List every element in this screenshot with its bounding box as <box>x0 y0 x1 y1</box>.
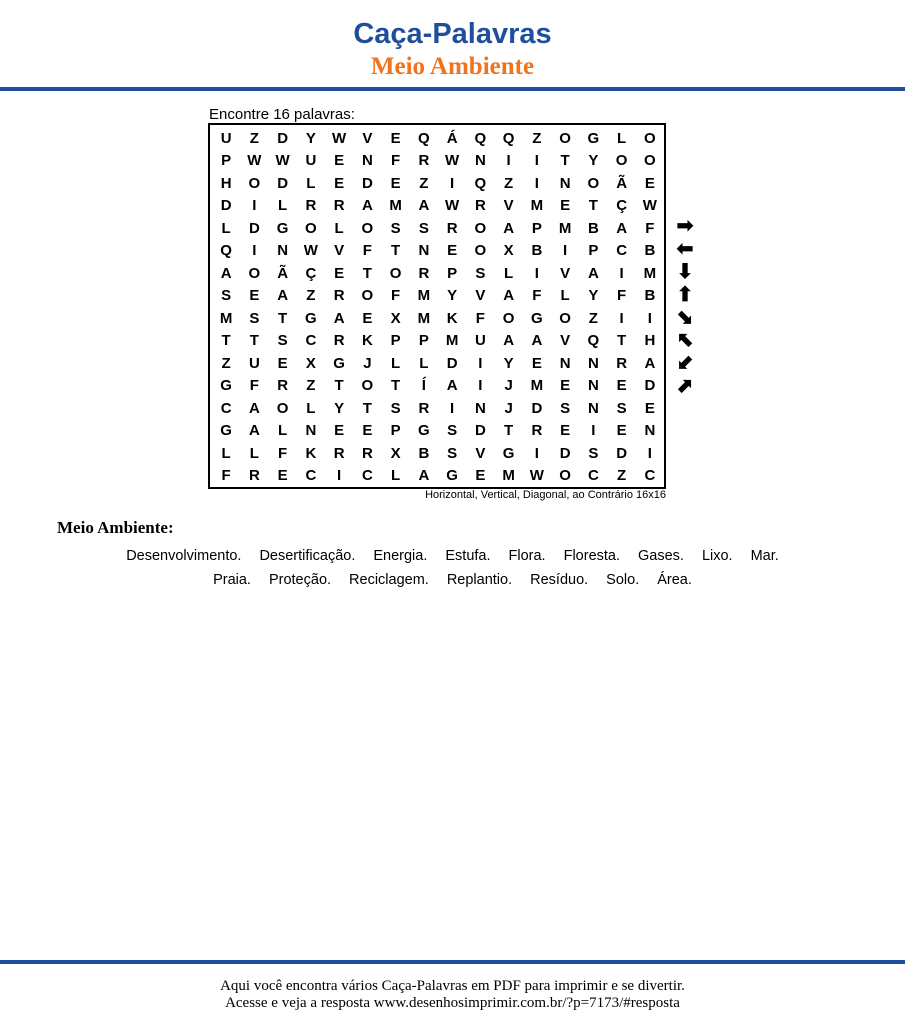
page-title: Caça-Palavras <box>353 18 552 50</box>
grid-letter: N <box>559 174 571 192</box>
grid-letter: E <box>277 467 288 485</box>
grid-letter: I <box>534 152 539 170</box>
arrow-up-right-icon: ⬈ <box>676 374 694 397</box>
grid-letter: L <box>306 174 316 192</box>
grid-letter: S <box>221 287 232 305</box>
grid-letter: A <box>248 422 260 440</box>
word-item: Replantio. <box>446 572 513 588</box>
grid-letter: E <box>334 152 345 170</box>
grid-letter: T <box>334 377 344 395</box>
grid-letter: L <box>419 354 429 372</box>
grid-letter: R <box>361 444 373 462</box>
grid-letter: E <box>390 129 401 147</box>
grid-letter: M <box>643 264 657 282</box>
grid-letter: N <box>277 242 289 260</box>
grid-letter: D <box>559 444 571 462</box>
grid-letter: F <box>645 219 655 237</box>
grid-letter: I <box>619 264 624 282</box>
grid-letter: X <box>390 309 401 327</box>
grid-letter: G <box>220 422 232 440</box>
grid-letter: M <box>530 377 544 395</box>
grid-letter: M <box>219 309 233 327</box>
grid-letter: T <box>362 264 372 282</box>
grid-letter: Ã <box>616 174 628 192</box>
grid-letter: M <box>445 332 459 350</box>
grid-letter: L <box>278 197 288 215</box>
grid-letter: W <box>445 197 460 215</box>
grid-letter: E <box>390 174 401 192</box>
grid-letter: G <box>220 377 232 395</box>
grid-letter: T <box>391 242 401 260</box>
grid-letter: O <box>305 219 317 237</box>
grid-letter: X <box>390 444 401 462</box>
word-item: Desertificação. <box>259 548 356 564</box>
grid-letter: I <box>337 467 342 485</box>
grid-letter: Z <box>306 287 316 305</box>
grid-letter: N <box>474 399 486 417</box>
grid-letter: A <box>248 399 260 417</box>
grid-letter: X <box>503 242 514 260</box>
grid-letter: J <box>504 399 513 417</box>
grid-letter: R <box>305 197 317 215</box>
grid-letter: T <box>560 152 570 170</box>
grid-letter: O <box>276 399 289 417</box>
grid-letter: N <box>361 152 373 170</box>
grid-letter: Y <box>588 152 599 170</box>
grid-letter: L <box>278 422 288 440</box>
grid-letter: E <box>560 377 571 395</box>
grid-letter: A <box>503 219 515 237</box>
word-item: Energia. <box>373 548 428 564</box>
grid-letter: F <box>391 287 401 305</box>
grid-letter: L <box>221 219 231 237</box>
grid-letter: F <box>532 287 542 305</box>
grid-letter: M <box>502 467 515 485</box>
arrow-up-left-icon: ⬉ <box>676 329 694 352</box>
bottom-divider <box>0 960 905 964</box>
grid-letter: O <box>559 129 571 147</box>
grid-letter: I <box>534 444 539 462</box>
grid-letter: O <box>559 467 571 485</box>
grid-letter: D <box>361 174 373 192</box>
grid-letter: Z <box>617 467 627 485</box>
grid-letter: O <box>474 242 487 260</box>
puzzle-caption: Horizontal, Vertical, Diagonal, ao Contrário 16x16 <box>425 489 666 501</box>
grid-letter: L <box>617 129 627 147</box>
grid-letter: T <box>504 422 514 440</box>
grid-letter: S <box>447 444 458 462</box>
grid-letter: L <box>249 444 259 462</box>
grid-letter: S <box>475 264 486 282</box>
grid-letter: A <box>616 219 628 237</box>
footer-line-1: Aqui você encontra vários Caça-Palavras em PDF para imprimir e se divertir. <box>220 978 685 994</box>
grid-letter: S <box>390 399 401 417</box>
grid-letter: S <box>616 399 627 417</box>
grid-letter: Z <box>588 309 598 327</box>
grid-letter: Ç <box>616 197 628 215</box>
arrow-down-icon: ⬇ <box>676 260 694 283</box>
grid-letter: E <box>362 422 373 440</box>
grid-letter: Q <box>474 129 487 147</box>
grid-letter: N <box>474 152 486 170</box>
grid-letter: I <box>534 264 539 282</box>
grid-letter: O <box>248 174 261 192</box>
word-item: Floresta. <box>563 548 621 564</box>
grid-letter: B <box>418 444 430 462</box>
grid-letter: R <box>531 422 543 440</box>
grid-letter: D <box>446 354 458 372</box>
word-item: Reciclagem. <box>349 572 429 588</box>
arrow-down-right-icon: ⬊ <box>676 306 694 329</box>
grid-letter: A <box>418 197 430 215</box>
grid-letter: U <box>248 354 260 372</box>
grid-letter: G <box>502 444 515 462</box>
grid-letter: E <box>334 174 345 192</box>
grid-letter: A <box>277 287 289 305</box>
grid-letter: E <box>475 467 486 485</box>
grid-letter: Í <box>421 377 426 395</box>
grid-letter: G <box>587 129 600 147</box>
grid-letter: T <box>617 332 627 350</box>
grid-letter: N <box>587 377 599 395</box>
grid-letter: A <box>418 467 430 485</box>
grid-letter: W <box>445 152 460 170</box>
grid-letter: R <box>333 287 345 305</box>
grid-letter: O <box>615 152 628 170</box>
grid-letter: O <box>644 129 656 147</box>
grid-letter: K <box>305 444 317 462</box>
grid-letter: I <box>506 152 511 170</box>
grid-letter: N <box>305 422 317 440</box>
word-item: Gases. <box>638 548 684 564</box>
direction-legend <box>670 215 700 397</box>
grid-letter: E <box>616 422 627 440</box>
puzzle-instructions: Encontre 16 palavras: <box>209 106 355 123</box>
grid-letter: S <box>277 332 288 350</box>
grid-letter: P <box>390 422 401 440</box>
word-item: Estufa. <box>445 548 491 564</box>
grid-letter: M <box>389 197 402 215</box>
grid-letter: H <box>220 174 232 192</box>
grid-letter: P <box>221 152 232 170</box>
grid-letter: I <box>252 242 257 260</box>
grid-letter: Q <box>220 242 232 260</box>
grid-letter: Q <box>502 129 515 147</box>
grid-letter: M <box>530 197 544 215</box>
grid-letter: O <box>559 309 571 327</box>
grid-letter: C <box>616 242 628 260</box>
grid-letter: B <box>644 242 656 260</box>
grid-letter: A <box>446 377 458 395</box>
grid-letter: I <box>591 422 596 440</box>
grid-letter: Q <box>587 332 600 350</box>
grid-letter: D <box>644 377 656 395</box>
word-item: Lixo. <box>701 548 733 564</box>
grid-letter: R <box>418 152 430 170</box>
grid-letter: I <box>252 197 257 215</box>
grid-letter: Z <box>306 377 316 395</box>
grid-letter: Ç <box>305 264 317 282</box>
grid-letter: Z <box>221 354 231 372</box>
grid-letter: S <box>447 422 458 440</box>
grid-letter: I <box>647 444 652 462</box>
grid-letter: F <box>475 309 485 327</box>
grid-letter: O <box>502 309 515 327</box>
grid-letter: Y <box>503 354 514 372</box>
grid-letter: O <box>474 219 487 237</box>
grid-letter: E <box>249 287 260 305</box>
grid-letter: Z <box>419 174 429 192</box>
grid-letter: A <box>503 332 515 350</box>
grid-letter: U <box>220 129 232 147</box>
grid-letter: R <box>616 354 628 372</box>
grid-letter: O <box>389 264 402 282</box>
grid-letter: E <box>277 354 288 372</box>
grid-letter: C <box>587 467 599 485</box>
arrow-down-left-icon: ⬋ <box>676 352 694 375</box>
grid-letter: E <box>362 309 373 327</box>
grid-letter: D <box>248 219 260 237</box>
word-search-grid <box>208 123 666 489</box>
grid-letter: Q <box>418 129 430 147</box>
grid-letter: S <box>249 309 260 327</box>
grid-letter: H <box>644 332 656 350</box>
grid-letter: L <box>504 264 514 282</box>
grid-letter: U <box>305 152 317 170</box>
grid-letter: E <box>644 399 655 417</box>
grid-letter: C <box>305 332 317 350</box>
footer-line-2: Acesse e veja a resposta www.desenhosimprimir.com.br/?p=7173/#resposta <box>225 995 680 1011</box>
grid-letter: V <box>362 129 373 147</box>
grid-letter: L <box>391 354 401 372</box>
grid-letter: O <box>644 152 656 170</box>
grid-letter: L <box>306 399 316 417</box>
grid-letter: X <box>305 354 316 372</box>
grid-letter: J <box>363 354 372 372</box>
grid-letter: D <box>616 444 628 462</box>
grid-letter: F <box>362 242 372 260</box>
grid-letter: R <box>333 444 345 462</box>
grid-letter: Y <box>447 287 458 305</box>
grid-letter: G <box>418 422 430 440</box>
grid-letter: R <box>333 197 345 215</box>
grid-letter: E <box>644 174 655 192</box>
word-item: Flora. <box>508 548 546 564</box>
grid-letter: O <box>361 377 374 395</box>
grid-letter: P <box>418 332 429 350</box>
grid-letter: N <box>587 399 599 417</box>
grid-letter: I <box>450 399 455 417</box>
grid-letter: R <box>248 467 260 485</box>
grid-letter: A <box>531 332 543 350</box>
grid-letter: I <box>619 309 624 327</box>
grid-letter: N <box>418 242 430 260</box>
grid-letter: P <box>447 264 458 282</box>
grid-letter: V <box>560 332 571 350</box>
grid-letter: M <box>417 309 431 327</box>
grid-letter: R <box>418 399 430 417</box>
grid-letter: E <box>447 242 458 260</box>
grid-letter: A <box>644 354 656 372</box>
grid-letter: F <box>221 467 231 485</box>
grid-letter: T <box>221 332 231 350</box>
grid-letter: U <box>474 332 486 350</box>
grid-letter: W <box>247 152 262 170</box>
grid-letter: D <box>220 197 232 215</box>
grid-letter: R <box>474 197 486 215</box>
grid-letter: G <box>531 309 543 327</box>
word-list-heading: Meio Ambiente: <box>57 518 174 537</box>
grid-letter: D <box>474 422 486 440</box>
grid-letter: E <box>560 422 571 440</box>
grid-letter: S <box>588 444 599 462</box>
grid-letter: W <box>529 467 544 485</box>
grid-letter: O <box>361 219 374 237</box>
grid-letter: D <box>277 129 289 147</box>
grid-letter: K <box>446 309 458 327</box>
grid-letter: O <box>361 287 374 305</box>
grid-letter: M <box>417 287 431 305</box>
word-item: Mar. <box>750 548 779 564</box>
grid-letter: J <box>504 377 513 395</box>
grid-letter: N <box>644 422 656 440</box>
grid-letter: F <box>278 444 288 462</box>
word-item: Área. <box>657 572 692 588</box>
grid-letter: P <box>531 219 542 237</box>
grid-letter: A <box>333 309 345 327</box>
grid-letter: N <box>559 354 571 372</box>
grid-letter: I <box>450 174 455 192</box>
grid-letter: G <box>446 467 458 485</box>
grid-letter: S <box>390 219 401 237</box>
grid-letter: L <box>221 444 231 462</box>
arrow-right-icon: ➡ <box>676 215 694 238</box>
grid-letter: B <box>587 219 599 237</box>
grid-letter: A <box>361 197 373 215</box>
grid-letter: T <box>278 309 288 327</box>
grid-letter: P <box>588 242 599 260</box>
grid-letter: C <box>644 467 656 485</box>
grid-letter: D <box>277 174 289 192</box>
grid-letter: I <box>478 354 483 372</box>
grid-letter: L <box>391 467 401 485</box>
grid-letter: W <box>642 197 657 215</box>
grid-letter: E <box>531 354 542 372</box>
grid-letter: E <box>334 264 345 282</box>
word-item: Proteção. <box>268 572 332 588</box>
grid-letter: O <box>248 264 261 282</box>
grid-letter: I <box>534 174 539 192</box>
grid-letter: E <box>616 377 627 395</box>
grid-letter: Y <box>588 287 599 305</box>
grid-letter: V <box>475 444 486 462</box>
grid-letter: O <box>587 174 600 192</box>
grid-letter: L <box>560 287 570 305</box>
grid-letter: Ã <box>277 264 289 282</box>
grid-letter: W <box>275 152 290 170</box>
grid-letter: R <box>446 219 458 237</box>
grid-letter: Z <box>532 129 542 147</box>
grid-letter: Z <box>504 174 514 192</box>
grid-letter: T <box>362 399 372 417</box>
grid-letter: C <box>220 399 232 417</box>
grid-letter: N <box>587 354 599 372</box>
grid-letter: S <box>418 219 429 237</box>
grid-letter: C <box>305 467 317 485</box>
word-list-line-2 <box>30 571 875 589</box>
grid-letter: A <box>587 264 599 282</box>
grid-letter: G <box>333 354 345 372</box>
grid-letter: V <box>503 197 514 215</box>
grid-letter: T <box>249 332 259 350</box>
word-list-line-1 <box>30 547 875 565</box>
grid-letter: S <box>560 399 571 417</box>
grid-letter: Á <box>446 129 458 147</box>
grid-letter: I <box>478 377 483 395</box>
grid-letter: D <box>531 399 543 417</box>
grid-letter: F <box>249 377 259 395</box>
grid-letter: B <box>531 242 543 260</box>
word-item: Solo. <box>606 572 640 588</box>
grid-letter: C <box>361 467 373 485</box>
grid-letter: A <box>220 264 232 282</box>
grid-letter: R <box>277 377 289 395</box>
grid-letter: T <box>588 197 598 215</box>
grid-letter: Q <box>474 174 487 192</box>
grid-letter: M <box>558 219 572 237</box>
grid-letter: Y <box>305 129 316 147</box>
grid-letter: W <box>332 129 347 147</box>
grid-letter: I <box>563 242 568 260</box>
grid-letter: Y <box>334 399 345 417</box>
word-item: Praia. <box>213 572 251 588</box>
grid-letter: V <box>334 242 345 260</box>
grid-letter: W <box>303 242 318 260</box>
grid-letter: L <box>334 219 344 237</box>
grid-letter: F <box>617 287 627 305</box>
word-item: Desenvolvimento. <box>126 548 242 564</box>
grid-letter: R <box>333 332 345 350</box>
grid-letter: Z <box>249 129 259 147</box>
grid-letter: R <box>418 264 430 282</box>
word-item: Resíduo. <box>530 572 589 588</box>
arrow-left-icon: ⬅ <box>676 238 694 261</box>
grid-letter: G <box>305 309 317 327</box>
arrow-up-icon: ⬆ <box>676 283 694 306</box>
grid-letter: T <box>391 377 401 395</box>
grid-letter: K <box>361 332 373 350</box>
grid-letter: F <box>391 152 401 170</box>
grid-letter: E <box>334 422 345 440</box>
grid-letter: G <box>276 219 289 237</box>
grid-letter: B <box>644 287 656 305</box>
page-subtitle: Meio Ambiente <box>370 53 535 80</box>
grid-letter: P <box>390 332 401 350</box>
grid-letter: A <box>503 287 515 305</box>
grid-letter: V <box>475 287 486 305</box>
top-divider <box>0 87 905 91</box>
grid-letter: E <box>560 197 571 215</box>
grid-letter: V <box>560 264 571 282</box>
grid-letter: I <box>647 309 652 327</box>
